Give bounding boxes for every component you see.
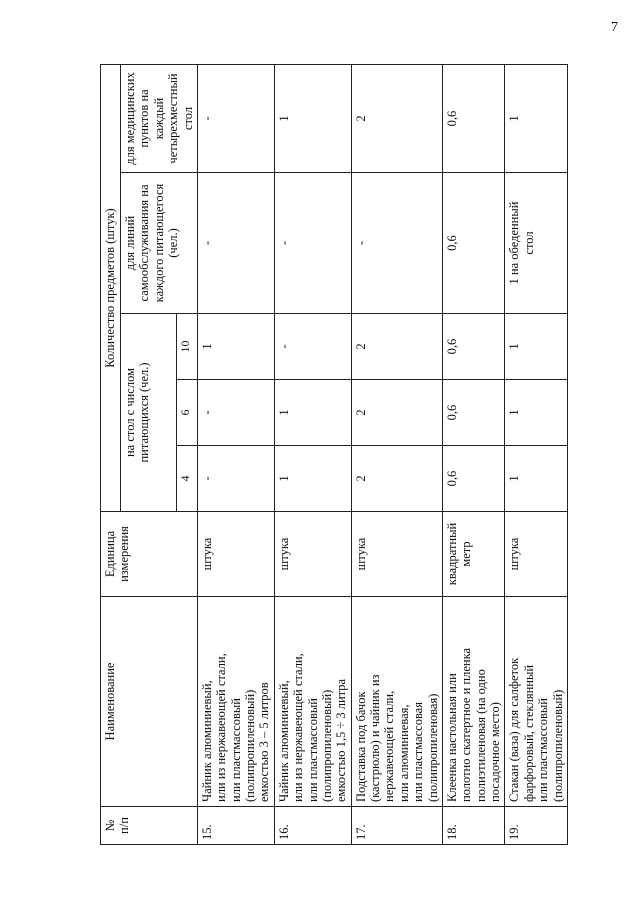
header-sub-4: 4 [177,446,197,512]
row-qty-10: 1 [505,314,568,380]
table-row [442,64,505,844]
table-row [197,64,274,844]
row-self-service: 0,6 [442,173,505,314]
row-self-service: - [197,173,274,314]
row-qty-6: - [197,380,274,446]
header-per-table: на стол с числом питающихся (чел.) [121,314,177,512]
rotated-table-container [100,65,565,845]
header-self-service: для линий самообслуживания на каждого питающегося (чел.) [121,173,198,314]
row-number: 19. [505,807,568,845]
row-self-service: 1 на обеденный стол [505,173,568,314]
header-name: Наименование [101,597,198,807]
row-qty-10: 2 [351,314,442,380]
row-qty-4: 0,6 [442,446,505,512]
row-name: Подставка под бачок (кастрюлю) и чайник из нержавеющей стали, или алюминиевая, или пластмассовая (полипропиленовая) [351,597,442,807]
row-qty-10: 0,6 [442,314,505,380]
row-unit: штука [274,512,351,597]
page-number: 7 [611,20,618,35]
row-qty-6: 2 [351,380,442,446]
items-table [100,64,568,845]
row-name: Клеенка настольная или полотно скатертное и пленка полиэтиленовая (на одно посадочное место) [442,597,505,807]
row-name: Чайник алюминиевый, или из нержавеющей стали, или пластмассовый (полипропиленовый) емкостью 1,5 ÷ 3 литра [274,597,351,807]
row-medical: 1 [274,64,351,172]
row-medical: 2 [351,64,442,172]
row-medical: 1 [505,64,568,172]
row-medical: - [197,64,274,172]
row-number: 16. [274,807,351,845]
row-qty-4: 1 [505,446,568,512]
row-unit: штука [351,512,442,597]
row-qty-6: 1 [505,380,568,446]
row-qty-10: 1 [197,314,274,380]
row-qty-6: 0,6 [442,380,505,446]
header-quantity: Количество предметов (штук) [101,64,121,511]
row-number: 18. [442,807,505,845]
row-unit: штука [505,512,568,597]
header-number: № п/п [101,807,198,845]
row-self-service: - [351,173,442,314]
row-qty-4: 1 [274,446,351,512]
table-row [505,64,568,844]
row-qty-6: 1 [274,380,351,446]
row-unit: квадратный метр [442,512,505,597]
row-unit: штука [197,512,274,597]
row-name: Чайник алюминиевый, или из нержавеющей стали, или пластмассовый (полипропиленовый) емкостью 3 – 5 литров [197,597,274,807]
row-qty-4: 2 [351,446,442,512]
header-unit: Единица измерения [101,512,198,597]
row-medical: 0,6 [442,64,505,172]
row-name: Стакан (ваза) для салфеток фарфоровый, стеклянный или пластмассовый (полипропиленовый) [505,597,568,807]
row-number: 15. [197,807,274,845]
table-row [274,64,351,844]
header-sub-6: 6 [177,380,197,446]
header-medical: для медицинских пунктов на каждый четырехместный стол [121,64,198,172]
row-qty-4: - [197,446,274,512]
header-sub-10: 10 [177,314,197,380]
table-row [351,64,442,844]
row-qty-10: - [274,314,351,380]
row-self-service: - [274,173,351,314]
row-number: 17. [351,807,442,845]
